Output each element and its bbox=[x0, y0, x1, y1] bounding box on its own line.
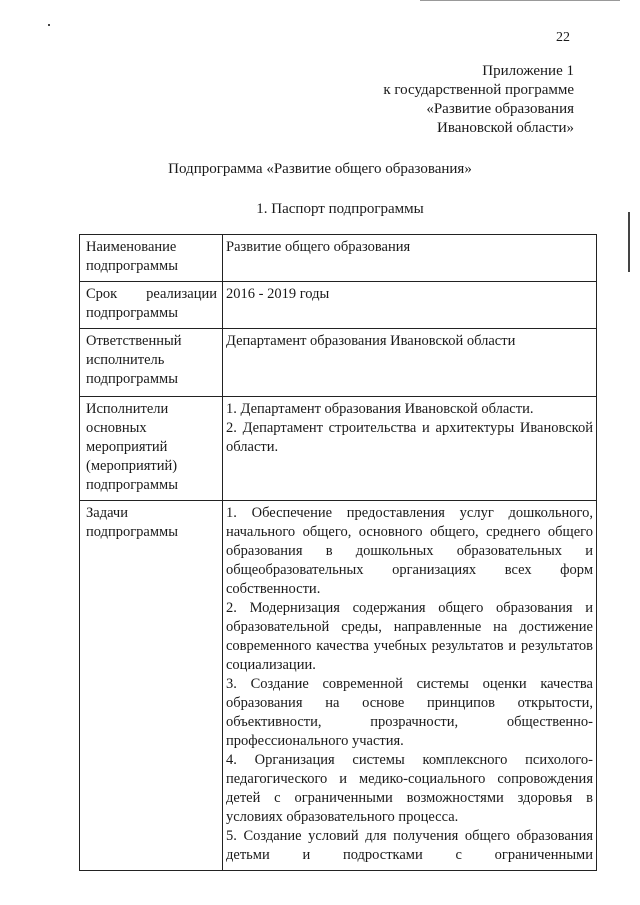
appendix-line: к государственной программе bbox=[383, 82, 574, 98]
row-label: Исполнители основных мероприятий (мероприятий) подпрограммы bbox=[80, 397, 223, 501]
task-item: 5. Создание условий для получения общего образования детьми и подростками с ограниченными bbox=[226, 828, 593, 863]
row-label: Срок реализации подпрограммы bbox=[80, 282, 223, 329]
task-item: 4. Организация системы комплексного психолого-педагогического и медико-социального сопровождения детей с ограниченными возможностями здоровья в условиях образовательного процесса. bbox=[226, 752, 593, 825]
row-label: Ответственный исполнитель подпрограммы bbox=[80, 329, 223, 397]
executor-item: 2. Департамент строительства и архитектуры Ивановской области. bbox=[226, 420, 593, 455]
row-value bbox=[223, 501, 597, 871]
row-value: 2016 - 2019 годы bbox=[223, 282, 597, 329]
row-label: Наименование подпрограммы bbox=[80, 235, 223, 282]
appendix-line: «Развитие образования bbox=[426, 101, 574, 117]
table-row bbox=[80, 329, 597, 397]
row-value: Департамент образования Ивановской области bbox=[223, 329, 597, 397]
row-value: Развитие общего образования bbox=[223, 235, 597, 282]
task-item: 3. Создание современной системы оценки качества образования на основе принципов открытости, объективности, прозрачности, общественно-профессионального участия. bbox=[226, 676, 593, 749]
task-item: 1. Обеспечение предоставления услуг дошкольного, начального общего, основного общего, среднего общего образования в дошкольных образовательных и общеобразовательных организациях всех форм собственности. bbox=[226, 505, 593, 597]
row-value bbox=[223, 397, 597, 501]
scan-mark bbox=[420, 0, 620, 1]
table-row bbox=[80, 501, 597, 871]
task-item: 2. Модернизация содержания общего образования и образовательной среды, направленные на достижение современного качества учебных результатов и результатов социализации. bbox=[226, 600, 593, 673]
scan-mark bbox=[48, 24, 50, 26]
row-label: Задачи подпрограммы bbox=[80, 501, 223, 871]
passport-table bbox=[79, 234, 597, 871]
subprogram-title: Подпрограмма «Развитие общего образования» bbox=[168, 161, 472, 177]
executor-item: 1. Департамент образования Ивановской области. bbox=[226, 401, 534, 417]
appendix-line: Ивановской области» bbox=[437, 120, 574, 136]
table-row bbox=[80, 235, 597, 282]
passport-title: 1. Паспорт подпрограммы bbox=[256, 201, 424, 217]
table-row bbox=[80, 282, 597, 329]
page-number: 22 bbox=[556, 30, 570, 45]
scan-mark bbox=[628, 212, 630, 272]
table-row bbox=[80, 397, 597, 501]
appendix-line: Приложение 1 bbox=[482, 63, 574, 79]
appendix-header bbox=[383, 62, 574, 138]
